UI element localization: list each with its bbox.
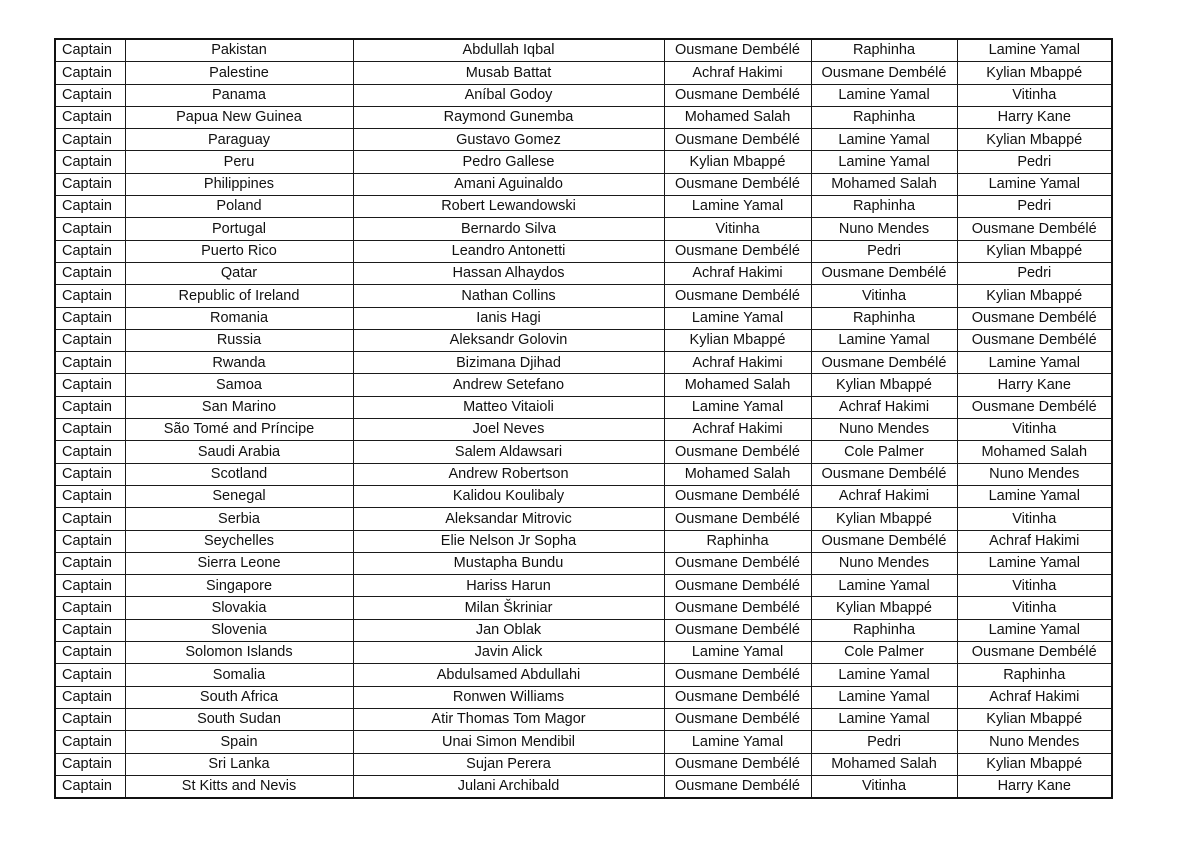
second-choice-cell: Nuno Mendes (811, 419, 957, 441)
role-cell: Captain (55, 508, 125, 530)
country-cell: San Marino (125, 396, 353, 418)
first-choice-cell: Ousmane Dembélé (664, 508, 811, 530)
captain-name-cell: Gustavo Gomez (353, 129, 664, 151)
first-choice-cell: Mohamed Salah (664, 463, 811, 485)
country-cell: Romania (125, 307, 353, 329)
captain-name-cell: Aníbal Godoy (353, 84, 664, 106)
country-cell: Russia (125, 329, 353, 351)
first-choice-cell: Lamine Yamal (664, 396, 811, 418)
second-choice-cell: Lamine Yamal (811, 129, 957, 151)
first-choice-cell: Vitinha (664, 218, 811, 240)
second-choice-cell: Lamine Yamal (811, 686, 957, 708)
country-cell: Samoa (125, 374, 353, 396)
votes-table (54, 38, 1113, 799)
captain-name-cell: Kalidou Koulibaly (353, 485, 664, 507)
role-cell: Captain (55, 463, 125, 485)
third-choice-cell: Kylian Mbappé (957, 129, 1112, 151)
role-cell: Captain (55, 619, 125, 641)
captain-name-cell: Ronwen Williams (353, 686, 664, 708)
second-choice-cell: Ousmane Dembélé (811, 463, 957, 485)
first-choice-cell: Lamine Yamal (664, 307, 811, 329)
captain-name-cell: Jan Oblak (353, 619, 664, 641)
second-choice-cell: Raphinha (811, 619, 957, 641)
first-choice-cell: Ousmane Dembélé (664, 597, 811, 619)
second-choice-cell: Ousmane Dembélé (811, 530, 957, 552)
table-row (55, 419, 1112, 441)
third-choice-cell: Ousmane Dembélé (957, 396, 1112, 418)
captain-name-cell: Elie Nelson Jr Sopha (353, 530, 664, 552)
first-choice-cell: Ousmane Dembélé (664, 285, 811, 307)
role-cell: Captain (55, 84, 125, 106)
role-cell: Captain (55, 597, 125, 619)
table-row (55, 173, 1112, 195)
captain-name-cell: Aleksandr Golovin (353, 329, 664, 351)
country-cell: Sri Lanka (125, 753, 353, 775)
third-choice-cell: Ousmane Dembélé (957, 218, 1112, 240)
captain-name-cell: Aleksandar Mitrovic (353, 508, 664, 530)
first-choice-cell: Mohamed Salah (664, 374, 811, 396)
captain-name-cell: Abdulsamed Abdullahi (353, 664, 664, 686)
role-cell: Captain (55, 485, 125, 507)
country-cell: Poland (125, 196, 353, 218)
table-row (55, 39, 1112, 62)
captain-name-cell: Andrew Setefano (353, 374, 664, 396)
table-row (55, 686, 1112, 708)
table-row (55, 530, 1112, 552)
role-cell: Captain (55, 441, 125, 463)
table-row (55, 218, 1112, 240)
third-choice-cell: Ousmane Dembélé (957, 642, 1112, 664)
first-choice-cell: Achraf Hakimi (664, 262, 811, 284)
third-choice-cell: Mohamed Salah (957, 441, 1112, 463)
role-cell: Captain (55, 329, 125, 351)
country-cell: Scotland (125, 463, 353, 485)
first-choice-cell: Ousmane Dembélé (664, 84, 811, 106)
country-cell: Portugal (125, 218, 353, 240)
third-choice-cell: Lamine Yamal (957, 39, 1112, 62)
first-choice-cell: Ousmane Dembélé (664, 485, 811, 507)
captain-name-cell: Abdullah Iqbal (353, 39, 664, 62)
second-choice-cell: Mohamed Salah (811, 753, 957, 775)
country-cell: Solomon Islands (125, 642, 353, 664)
captain-name-cell: Nathan Collins (353, 285, 664, 307)
second-choice-cell: Mohamed Salah (811, 173, 957, 195)
table-row (55, 84, 1112, 106)
captain-name-cell: Bizimana Djihad (353, 352, 664, 374)
table-row (55, 753, 1112, 775)
country-cell: South Africa (125, 686, 353, 708)
captain-name-cell: Julani Archibald (353, 775, 664, 798)
third-choice-cell: Raphinha (957, 664, 1112, 686)
third-choice-cell: Ousmane Dembélé (957, 307, 1112, 329)
first-choice-cell: Lamine Yamal (664, 642, 811, 664)
first-choice-cell: Lamine Yamal (664, 196, 811, 218)
first-choice-cell: Achraf Hakimi (664, 62, 811, 84)
country-cell: Slovakia (125, 597, 353, 619)
role-cell: Captain (55, 664, 125, 686)
table-row (55, 240, 1112, 262)
first-choice-cell: Ousmane Dembélé (664, 686, 811, 708)
role-cell: Captain (55, 708, 125, 730)
second-choice-cell: Raphinha (811, 106, 957, 128)
captain-name-cell: Pedro Gallese (353, 151, 664, 173)
country-cell: Seychelles (125, 530, 353, 552)
country-cell: Singapore (125, 575, 353, 597)
captain-name-cell: Ianis Hagi (353, 307, 664, 329)
captain-name-cell: Musab Battat (353, 62, 664, 84)
second-choice-cell: Lamine Yamal (811, 708, 957, 730)
second-choice-cell: Nuno Mendes (811, 218, 957, 240)
role-cell: Captain (55, 39, 125, 62)
table-row (55, 329, 1112, 351)
first-choice-cell: Ousmane Dembélé (664, 173, 811, 195)
captain-name-cell: Robert Lewandowski (353, 196, 664, 218)
role-cell: Captain (55, 240, 125, 262)
role-cell: Captain (55, 196, 125, 218)
third-choice-cell: Lamine Yamal (957, 485, 1112, 507)
first-choice-cell: Mohamed Salah (664, 106, 811, 128)
captain-name-cell: Joel Neves (353, 419, 664, 441)
table-row (55, 62, 1112, 84)
table-row (55, 463, 1112, 485)
captain-name-cell: Atir Thomas Tom Magor (353, 708, 664, 730)
third-choice-cell: Vitinha (957, 419, 1112, 441)
second-choice-cell: Lamine Yamal (811, 664, 957, 686)
country-cell: Papua New Guinea (125, 106, 353, 128)
third-choice-cell: Vitinha (957, 575, 1112, 597)
first-choice-cell: Ousmane Dembélé (664, 441, 811, 463)
third-choice-cell: Pedri (957, 262, 1112, 284)
second-choice-cell: Pedri (811, 240, 957, 262)
country-cell: Sierra Leone (125, 552, 353, 574)
role-cell: Captain (55, 218, 125, 240)
captain-name-cell: Bernardo Silva (353, 218, 664, 240)
table-row (55, 129, 1112, 151)
second-choice-cell: Lamine Yamal (811, 329, 957, 351)
third-choice-cell: Harry Kane (957, 106, 1112, 128)
country-cell: Pakistan (125, 39, 353, 62)
second-choice-cell: Cole Palmer (811, 642, 957, 664)
third-choice-cell: Nuno Mendes (957, 463, 1112, 485)
first-choice-cell: Ousmane Dembélé (664, 129, 811, 151)
third-choice-cell: Lamine Yamal (957, 619, 1112, 641)
table-row (55, 285, 1112, 307)
role-cell: Captain (55, 775, 125, 798)
role-cell: Captain (55, 396, 125, 418)
role-cell: Captain (55, 686, 125, 708)
third-choice-cell: Lamine Yamal (957, 173, 1112, 195)
country-cell: Panama (125, 84, 353, 106)
third-choice-cell: Vitinha (957, 597, 1112, 619)
table-row (55, 262, 1112, 284)
captain-name-cell: Leandro Antonetti (353, 240, 664, 262)
first-choice-cell: Ousmane Dembélé (664, 552, 811, 574)
votes-table-body (55, 39, 1112, 798)
table-row (55, 441, 1112, 463)
role-cell: Captain (55, 151, 125, 173)
second-choice-cell: Raphinha (811, 307, 957, 329)
role-cell: Captain (55, 106, 125, 128)
role-cell: Captain (55, 642, 125, 664)
first-choice-cell: Raphinha (664, 530, 811, 552)
third-choice-cell: Lamine Yamal (957, 552, 1112, 574)
role-cell: Captain (55, 753, 125, 775)
first-choice-cell: Achraf Hakimi (664, 352, 811, 374)
role-cell: Captain (55, 129, 125, 151)
first-choice-cell: Ousmane Dembélé (664, 575, 811, 597)
first-choice-cell: Kylian Mbappé (664, 329, 811, 351)
second-choice-cell: Kylian Mbappé (811, 597, 957, 619)
captain-name-cell: Salem Aldawsari (353, 441, 664, 463)
third-choice-cell: Achraf Hakimi (957, 686, 1112, 708)
third-choice-cell: Pedri (957, 151, 1112, 173)
role-cell: Captain (55, 552, 125, 574)
role-cell: Captain (55, 285, 125, 307)
captain-name-cell: Mustapha Bundu (353, 552, 664, 574)
third-choice-cell: Lamine Yamal (957, 352, 1112, 374)
first-choice-cell: Ousmane Dembélé (664, 619, 811, 641)
table-row (55, 731, 1112, 753)
captain-name-cell: Hassan Alhaydos (353, 262, 664, 284)
country-cell: Serbia (125, 508, 353, 530)
table-row (55, 485, 1112, 507)
third-choice-cell: Harry Kane (957, 775, 1112, 798)
role-cell: Captain (55, 419, 125, 441)
captain-name-cell: Amani Aguinaldo (353, 173, 664, 195)
table-row (55, 352, 1112, 374)
first-choice-cell: Ousmane Dembélé (664, 240, 811, 262)
role-cell: Captain (55, 262, 125, 284)
table-row (55, 196, 1112, 218)
role-cell: Captain (55, 173, 125, 195)
table-row (55, 508, 1112, 530)
table-row (55, 619, 1112, 641)
captain-name-cell: Javin Alick (353, 642, 664, 664)
captain-name-cell: Hariss Harun (353, 575, 664, 597)
captain-name-cell: Andrew Robertson (353, 463, 664, 485)
second-choice-cell: Lamine Yamal (811, 151, 957, 173)
first-choice-cell: Ousmane Dembélé (664, 753, 811, 775)
third-choice-cell: Vitinha (957, 508, 1112, 530)
captain-name-cell: Sujan Perera (353, 753, 664, 775)
role-cell: Captain (55, 62, 125, 84)
second-choice-cell: Raphinha (811, 196, 957, 218)
country-cell: South Sudan (125, 708, 353, 730)
first-choice-cell: Ousmane Dembélé (664, 664, 811, 686)
country-cell: Spain (125, 731, 353, 753)
second-choice-cell: Nuno Mendes (811, 552, 957, 574)
first-choice-cell: Kylian Mbappé (664, 151, 811, 173)
captain-name-cell: Unai Simon Mendibil (353, 731, 664, 753)
third-choice-cell: Kylian Mbappé (957, 753, 1112, 775)
table-row (55, 575, 1112, 597)
country-cell: Philippines (125, 173, 353, 195)
third-choice-cell: Nuno Mendes (957, 731, 1112, 753)
country-cell: São Tomé and Príncipe (125, 419, 353, 441)
country-cell: Somalia (125, 664, 353, 686)
second-choice-cell: Lamine Yamal (811, 84, 957, 106)
table-row (55, 664, 1112, 686)
table-row (55, 396, 1112, 418)
second-choice-cell: Pedri (811, 731, 957, 753)
table-row (55, 552, 1112, 574)
second-choice-cell: Ousmane Dembélé (811, 352, 957, 374)
role-cell: Captain (55, 374, 125, 396)
third-choice-cell: Kylian Mbappé (957, 240, 1112, 262)
country-cell: Slovenia (125, 619, 353, 641)
first-choice-cell: Ousmane Dembélé (664, 39, 811, 62)
country-cell: Peru (125, 151, 353, 173)
third-choice-cell: Ousmane Dembélé (957, 329, 1112, 351)
second-choice-cell: Achraf Hakimi (811, 485, 957, 507)
second-choice-cell: Kylian Mbappé (811, 508, 957, 530)
second-choice-cell: Achraf Hakimi (811, 396, 957, 418)
captain-name-cell: Matteo Vitaioli (353, 396, 664, 418)
country-cell: Puerto Rico (125, 240, 353, 262)
table-row (55, 307, 1112, 329)
country-cell: Rwanda (125, 352, 353, 374)
table-row (55, 642, 1112, 664)
second-choice-cell: Ousmane Dembélé (811, 262, 957, 284)
table-row (55, 597, 1112, 619)
country-cell: Palestine (125, 62, 353, 84)
country-cell: St Kitts and Nevis (125, 775, 353, 798)
second-choice-cell: Vitinha (811, 775, 957, 798)
third-choice-cell: Harry Kane (957, 374, 1112, 396)
second-choice-cell: Vitinha (811, 285, 957, 307)
country-cell: Saudi Arabia (125, 441, 353, 463)
second-choice-cell: Kylian Mbappé (811, 374, 957, 396)
second-choice-cell: Lamine Yamal (811, 575, 957, 597)
table-row (55, 374, 1112, 396)
first-choice-cell: Achraf Hakimi (664, 419, 811, 441)
second-choice-cell: Cole Palmer (811, 441, 957, 463)
third-choice-cell: Pedri (957, 196, 1112, 218)
third-choice-cell: Kylian Mbappé (957, 708, 1112, 730)
third-choice-cell: Achraf Hakimi (957, 530, 1112, 552)
captain-name-cell: Raymond Gunemba (353, 106, 664, 128)
country-cell: Republic of Ireland (125, 285, 353, 307)
role-cell: Captain (55, 352, 125, 374)
first-choice-cell: Ousmane Dembélé (664, 708, 811, 730)
captain-name-cell: Milan Škriniar (353, 597, 664, 619)
role-cell: Captain (55, 530, 125, 552)
table-row (55, 106, 1112, 128)
country-cell: Senegal (125, 485, 353, 507)
second-choice-cell: Raphinha (811, 39, 957, 62)
second-choice-cell: Ousmane Dembélé (811, 62, 957, 84)
role-cell: Captain (55, 731, 125, 753)
role-cell: Captain (55, 575, 125, 597)
first-choice-cell: Ousmane Dembélé (664, 775, 811, 798)
third-choice-cell: Kylian Mbappé (957, 62, 1112, 84)
table-row (55, 775, 1112, 798)
country-cell: Paraguay (125, 129, 353, 151)
country-cell: Qatar (125, 262, 353, 284)
table-row (55, 151, 1112, 173)
first-choice-cell: Lamine Yamal (664, 731, 811, 753)
third-choice-cell: Kylian Mbappé (957, 285, 1112, 307)
role-cell: Captain (55, 307, 125, 329)
third-choice-cell: Vitinha (957, 84, 1112, 106)
table-row (55, 708, 1112, 730)
